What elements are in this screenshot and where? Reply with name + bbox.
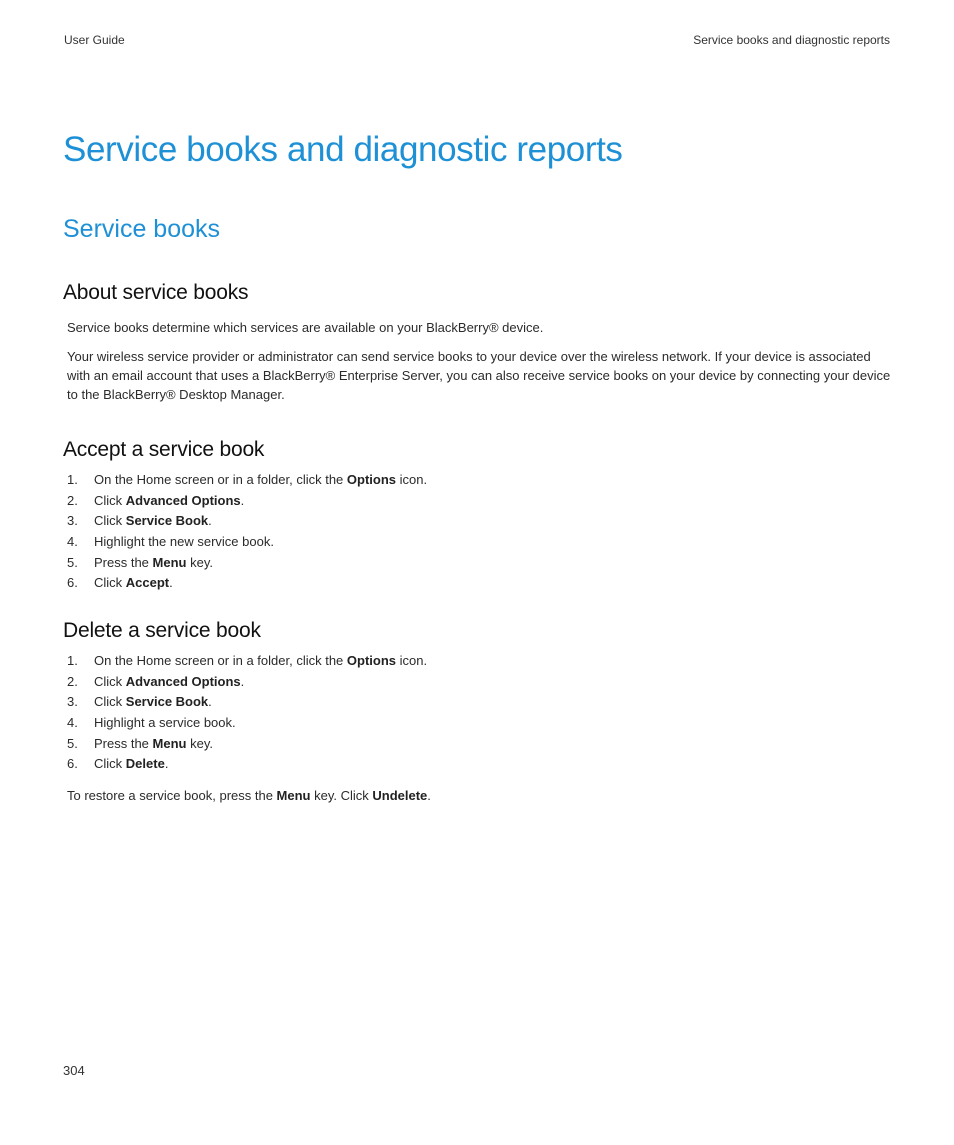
step-number: 3. [67, 513, 78, 529]
step-number: 6. [67, 756, 78, 772]
step-text-suffix: . [240, 492, 245, 508]
step-bold-term: Accept [125, 575, 170, 591]
step-text: Press the [94, 554, 153, 570]
step-item [67, 672, 427, 693]
step-bold-term: Advanced Options [125, 673, 241, 689]
step-number: 5. [67, 735, 78, 751]
note-bold-undelete: Undelete [372, 788, 428, 803]
step-bold-term: Advanced Options [125, 492, 241, 508]
step-text: Click [94, 673, 126, 689]
step-text-suffix: icon. [396, 653, 428, 668]
section-title: Service books [63, 215, 221, 243]
step-text-suffix: icon. [396, 472, 428, 487]
step-number: 1. [67, 472, 78, 487]
step-text-suffix: key. [186, 554, 213, 570]
delete-heading: Delete a service book [63, 619, 261, 642]
step-number: 2. [67, 492, 78, 508]
step-text: Click [94, 492, 126, 508]
step-item [67, 651, 427, 672]
step-text: On the Home screen or in a folder, click the [94, 472, 347, 487]
step-text: Highlight a service book. [94, 715, 236, 731]
step-item [67, 713, 427, 734]
step-text: Click [94, 694, 126, 710]
note-bold-menu: Menu [276, 788, 311, 803]
step-text: On the Home screen or in a folder, click the [94, 653, 347, 668]
step-number: 1. [67, 653, 78, 668]
step-number: 4. [67, 534, 78, 550]
step-number: 6. [67, 575, 78, 591]
step-text-suffix: . [208, 694, 212, 710]
running-header-left: User Guide [64, 33, 125, 47]
step-item [67, 553, 427, 574]
about-paragraph-2: Your wireless service provider or administrator can send service books to your device over the wireless network. If your device is associated with an email account that uses a BlackBerry® Enterprise Server, you can also receive service books on your device by connecting your device to the BlackBerry® Desktop Manager. [67, 349, 891, 402]
step-text-suffix: . [240, 673, 245, 689]
step-item [67, 754, 427, 775]
about-paragraph-1: Service books determine which services are available on your BlackBerry® device. [67, 320, 544, 335]
step-item [67, 692, 427, 713]
note-text-1: To restore a service book, press the [67, 788, 277, 803]
step-number: 2. [67, 673, 78, 689]
step-text: Click [94, 575, 126, 591]
step-number: 4. [67, 715, 78, 731]
step-number: 5. [67, 554, 78, 570]
note-text-3: . [427, 788, 431, 803]
step-text: Press the [94, 735, 153, 751]
page-number: 304 [63, 1063, 85, 1078]
page-title: Service books and diagnostic reports [63, 130, 623, 169]
step-number: 3. [67, 694, 78, 710]
step-text-suffix: . [208, 513, 212, 529]
step-bold-term: Delete [125, 756, 165, 772]
step-bold-term: Options [346, 472, 397, 487]
step-text-suffix: . [164, 756, 169, 772]
step-text: Click [94, 513, 126, 529]
step-item [67, 734, 427, 755]
accept-heading: Accept a service book [63, 438, 265, 461]
step-bold-term: Service Book [125, 513, 209, 529]
running-header-right: Service books and diagnostic reports [693, 33, 890, 47]
step-bold-term: Menu [152, 554, 187, 570]
step-item [67, 511, 427, 532]
step-item [67, 491, 427, 512]
step-item [67, 470, 427, 491]
about-heading: About service books [63, 281, 249, 304]
accept-steps-list [67, 470, 427, 594]
note-text-2: key. Click [310, 788, 373, 803]
delete-steps-list [67, 651, 427, 775]
step-bold-term: Service Book [125, 694, 209, 710]
step-text: Highlight the new service book. [94, 534, 274, 550]
step-item [67, 573, 427, 594]
step-text: Click [94, 756, 126, 772]
step-bold-term: Menu [152, 735, 187, 751]
step-text-suffix: key. [186, 735, 213, 751]
step-bold-term: Options [346, 653, 397, 668]
step-text-suffix: . [169, 575, 173, 591]
step-item [67, 532, 427, 553]
restore-note [67, 786, 897, 805]
